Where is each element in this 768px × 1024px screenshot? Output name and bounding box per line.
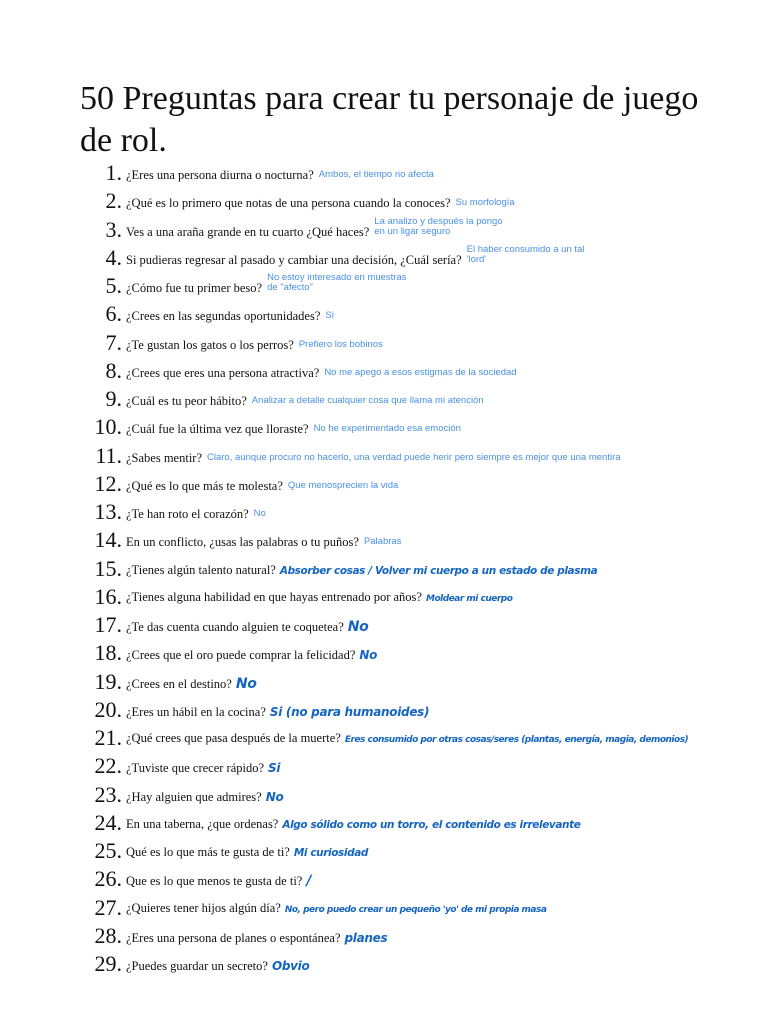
question-label: ¿Qué crees que pasa después de la muerte?: [126, 731, 341, 745]
question-text: [126, 790, 283, 804]
question-number: 15.: [94, 555, 122, 581]
question-number: 6.: [105, 301, 122, 327]
question-text: [126, 535, 401, 549]
question-label: Ves a una araña grande en tu cuarto ¿Qué haces?: [126, 224, 370, 239]
question-row: [0, 638, 768, 666]
question-text: [126, 648, 377, 662]
question-label: Si pudieras regresar al pasado y cambiar una decisión, ¿Cuál sería?: [126, 252, 462, 267]
answer-text: Absorber cosas / Volver mi cuerpo a un estado de plasma: [279, 564, 598, 577]
question-text: [126, 245, 597, 267]
question-row: [0, 243, 768, 271]
question-row: [0, 610, 768, 638]
question-text: [126, 901, 546, 917]
answer-text: Ambos, el tiempo no afecta: [318, 169, 434, 180]
question-label: ¿Qué es lo que más te molesta?: [126, 478, 283, 493]
question-number: 13.: [94, 499, 122, 524]
question-row: [0, 441, 768, 469]
question-text: [126, 422, 461, 436]
question-label: ¿Tuviste que crecer rápido?: [126, 761, 265, 776]
question-row: [0, 271, 768, 299]
question-number: 16.: [94, 583, 122, 609]
answer-text: No me apego a esos estigmas de la sociedad: [324, 366, 517, 378]
question-text: [126, 874, 311, 888]
question-label: ¿Eres una persona de planes o espontánea?: [126, 930, 341, 945]
question-text: [126, 196, 515, 210]
question-row: [0, 554, 768, 582]
answer-text: No: [347, 619, 369, 635]
question-row: [0, 723, 768, 751]
answer-text: Obvio: [271, 959, 310, 973]
answer-text: No he experimentado esa emoción: [313, 423, 461, 435]
answer-text: Palabras: [363, 536, 402, 548]
question-text: [126, 338, 383, 352]
question-number: 12.: [94, 470, 122, 496]
question-text: [126, 845, 368, 860]
question-number: 22.: [94, 753, 122, 779]
question-number: 27.: [94, 894, 122, 920]
question-number: 4.: [105, 244, 122, 270]
question-text: [126, 507, 266, 521]
question-label: ¿Cuál es tu peor hábito?: [126, 394, 247, 408]
question-label: ¿Cómo fue tu primer beso?: [126, 281, 263, 295]
question-row: [0, 949, 768, 977]
question-label: ¿Sabes mentir?: [126, 450, 203, 465]
answer-text: planes: [344, 930, 388, 945]
question-label: En una taberna, ¿que ordenas?: [126, 816, 279, 831]
question-text: [126, 168, 434, 182]
question-label: ¿Tienes alguna habilidad en que hayas entrenado por años?: [126, 589, 422, 604]
question-number: 9.: [105, 386, 122, 411]
question-row: [0, 356, 768, 384]
question-number: 25.: [94, 838, 122, 863]
question-number: 10.: [94, 414, 122, 440]
question-number: 3.: [105, 216, 122, 242]
question-label: ¿Te das cuenta cuando alguien te coquetea?: [126, 620, 344, 634]
answer-text: /: [306, 873, 312, 890]
question-number: 26.: [94, 866, 122, 892]
question-row: [0, 186, 768, 214]
answer-text: Eres consumido por otras cosas/seres (plantas, energía, magia, demonios): [344, 735, 689, 745]
question-text: [126, 677, 257, 691]
question-row: [0, 667, 768, 695]
question-text: [126, 590, 512, 606]
question-text: [126, 451, 621, 465]
question-row: [0, 525, 768, 553]
question-number: 28.: [94, 922, 122, 948]
question-text: [126, 217, 514, 239]
answer-text: Que menosprecien la vida: [287, 479, 399, 491]
question-row: [0, 582, 768, 610]
question-number: 5.: [105, 273, 122, 298]
question-row: [0, 780, 768, 808]
question-number: 17.: [94, 612, 122, 637]
question-text: [126, 394, 484, 408]
question-number: 2.: [105, 188, 122, 214]
answer-text: Si (no para humanoides): [269, 704, 430, 719]
question-label: Que es lo que menos te gusta de ti?: [126, 874, 303, 889]
question-number: 20.: [94, 696, 122, 722]
question-number: 24.: [94, 809, 122, 835]
question-text: [126, 563, 597, 578]
question-row: [0, 893, 768, 921]
question-label: ¿Hay alguien que admires?: [126, 789, 262, 804]
answer-text: No: [235, 675, 257, 692]
answer-text: No estoy interesado en muestras de "afecto": [267, 272, 407, 293]
answer-text: El haber consumido a un tal 'lord': [466, 243, 585, 265]
question-row: [0, 836, 768, 864]
question-row: [0, 412, 768, 440]
question-label: ¿Crees en el destino?: [126, 676, 232, 691]
question-label: ¿Crees que el oro puede comprar la felicidad?: [126, 648, 356, 663]
question-row: [0, 921, 768, 949]
question-number: 23.: [94, 781, 122, 807]
page-title: 50 Preguntas para crear tu personaje de juego de rol.: [80, 80, 699, 159]
question-text: [126, 309, 334, 323]
question-row: [0, 384, 768, 412]
question-row: [0, 864, 768, 892]
question-row: [0, 469, 768, 497]
question-label: ¿Puedes guardar un secreto?: [126, 959, 268, 973]
question-text: [126, 366, 517, 380]
question-text: [126, 731, 688, 747]
question-number: 18.: [94, 640, 122, 666]
question-text: [126, 479, 398, 493]
question-row: [0, 751, 768, 779]
question-label: En un conflicto, ¿usas las palabras o tu puños?: [126, 535, 359, 550]
question-label: ¿Quieres tener hijos algún día?: [126, 900, 281, 915]
answer-text: No, pero puedo crear un pequeño 'yo' de mi propia masa: [284, 904, 547, 915]
question-label: ¿Eres una persona diurna o nocturna?: [126, 168, 314, 182]
question-label: Qué es lo que más te gusta de ti?: [126, 845, 290, 859]
question-text: [126, 620, 369, 634]
answer-text: No: [253, 508, 266, 519]
question-text: [126, 959, 309, 973]
question-label: ¿Te gustan los gatos o los perros?: [126, 337, 294, 352]
question-label: ¿Te han roto el corazón?: [126, 507, 249, 521]
answer-text: Algo sólido como un torro, el contenido es irrelevante: [282, 818, 581, 831]
question-number: 29.: [94, 951, 122, 976]
question-number: 14.: [94, 527, 122, 553]
answer-text: Su morfología: [455, 197, 515, 209]
question-text: [126, 931, 387, 945]
answer-text: Si: [268, 761, 281, 776]
question-label: ¿Crees que eres una persona atractiva?: [126, 365, 320, 380]
question-label: ¿Tienes algún talento natural?: [126, 562, 276, 577]
question-number: 1.: [105, 160, 122, 185]
question-row: [0, 299, 768, 327]
question-text: [126, 761, 280, 775]
answer-text: Si: [325, 310, 334, 322]
answer-text: Prefiero los bobinos: [298, 338, 383, 350]
question-label: ¿Cuál fue la última vez que lloraste?: [126, 422, 309, 437]
answer-text: Claro, aunque procuro no hacerlo, una verdad puede herir pero siempre es mejor que una mentira: [207, 451, 621, 463]
answer-text: Analizar a detalle cualquier cosa que llama mi atención: [251, 395, 484, 406]
answer-text: La analizo y después la pongo en un ligar seguro: [374, 215, 503, 237]
answer-text: Moldear mi cuerpo: [425, 593, 513, 604]
question-label: ¿Qué es lo primero que notas de una persona cuando la conoces?: [126, 196, 451, 211]
question-text: [126, 705, 429, 719]
question-label: ¿Eres un hábil en la cocina?: [126, 704, 266, 719]
question-number: 19.: [94, 668, 122, 694]
answer-text: Mi curiosidad: [293, 847, 369, 859]
question-row: [0, 158, 768, 186]
question-number: 7.: [105, 329, 122, 355]
question-number: 21.: [94, 725, 122, 750]
answer-text: No: [359, 648, 378, 663]
question-text: [126, 817, 580, 832]
question-number: 8.: [105, 357, 122, 383]
question-row: [0, 215, 768, 243]
question-number: 11.: [95, 442, 122, 468]
question-row: [0, 695, 768, 723]
question-row: [0, 497, 768, 525]
question-label: ¿Crees en las segundas oportunidades?: [126, 309, 321, 324]
question-row: [0, 808, 768, 836]
question-text: [126, 273, 407, 295]
question-row: [0, 328, 768, 356]
answer-text: No: [265, 789, 284, 804]
